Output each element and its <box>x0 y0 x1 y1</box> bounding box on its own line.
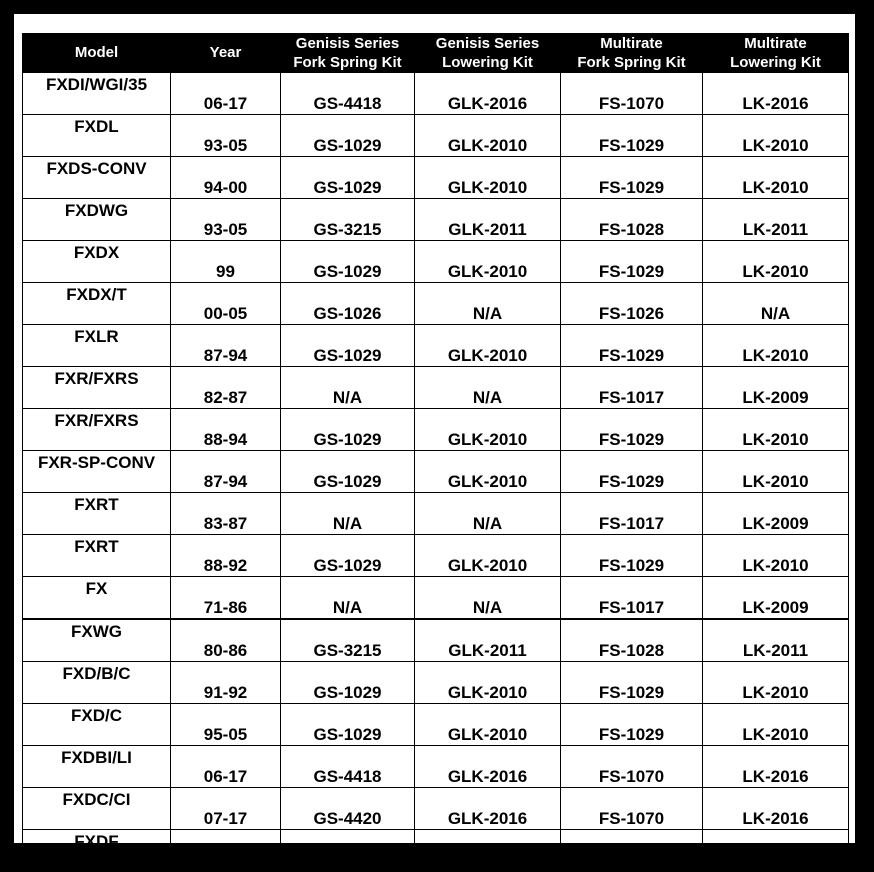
header-genisis-spring-line1: Genisis Series <box>295 34 400 52</box>
genisis-lowering-cell: GLK-2016 <box>415 788 561 830</box>
genisis-spring-cell: GS-4418 <box>281 73 415 115</box>
genisis-lowering-cell: GLK-2010 <box>415 115 561 157</box>
multirate-spring-cell: FS-1028 <box>561 199 703 241</box>
model-cell: FXDS-CONV <box>23 157 171 199</box>
multirate-spring-cell: FS-1070 <box>561 73 703 115</box>
multirate-lowering-cell: LK-2016 <box>703 830 849 872</box>
genisis-spring-cell: GS-1026 <box>281 283 415 325</box>
genisis-spring-cell: GS-1029 <box>281 704 415 746</box>
fitment-sheet <box>14 14 855 870</box>
model-cell: FXDF <box>23 830 171 872</box>
model-cell: FXWG <box>23 619 171 662</box>
multirate-spring-cell: FS-1017 <box>561 577 703 620</box>
genisis-spring-cell: GS-1029 <box>281 115 415 157</box>
genisis-lowering-cell: GLK-2010 <box>415 241 561 283</box>
multirate-lowering-cell: LK-2016 <box>703 788 849 830</box>
year-cell: 95-05 <box>171 704 281 746</box>
table-row <box>23 746 849 788</box>
genisis-spring-cell: N/A <box>281 493 415 535</box>
multirate-lowering-cell: LK-2010 <box>703 451 849 493</box>
year-cell: 88-92 <box>171 535 281 577</box>
multirate-spring-cell: FS-1029 <box>561 535 703 577</box>
table-row <box>23 830 849 872</box>
genisis-spring-cell: GS-3215 <box>281 619 415 662</box>
table-row <box>23 619 849 662</box>
model-cell: FXDL <box>23 115 171 157</box>
multirate-spring-cell: FS-1017 <box>561 367 703 409</box>
model-cell: FXRT <box>23 493 171 535</box>
year-cell: 06-17 <box>171 746 281 788</box>
genisis-lowering-cell: GLK-2011 <box>415 619 561 662</box>
genisis-lowering-cell: GLK-2016 <box>415 830 561 872</box>
genisis-lowering-cell: GLK-2011 <box>415 199 561 241</box>
genisis-lowering-cell: GLK-2010 <box>415 325 561 367</box>
genisis-spring-cell: GS-1029 <box>281 662 415 704</box>
model-cell: FXD/C <box>23 704 171 746</box>
year-cell: 91-92 <box>171 662 281 704</box>
model-cell: FXDX <box>23 241 171 283</box>
year-cell: 06-17 <box>171 73 281 115</box>
header-multirate-spring <box>561 33 703 73</box>
multirate-spring-cell: FS-1070 <box>561 788 703 830</box>
year-cell: 93-05 <box>171 115 281 157</box>
genisis-lowering-cell: GLK-2016 <box>415 73 561 115</box>
year-cell: 93-05 <box>171 199 281 241</box>
genisis-spring-cell: GS-1029 <box>281 157 415 199</box>
multirate-lowering-cell: LK-2010 <box>703 325 849 367</box>
multirate-spring-cell: FS-1026 <box>561 283 703 325</box>
genisis-lowering-cell: GLK-2010 <box>415 157 561 199</box>
header-genisis-spring <box>281 33 415 73</box>
multirate-lowering-cell: LK-2016 <box>703 746 849 788</box>
multirate-lowering-cell: LK-2009 <box>703 367 849 409</box>
year-cell: 71-86 <box>171 577 281 620</box>
multirate-lowering-cell: N/A <box>703 283 849 325</box>
genisis-lowering-cell: GLK-2010 <box>415 409 561 451</box>
table-row <box>23 704 849 746</box>
table-row <box>23 662 849 704</box>
header-multirate-lowering-line1: Multirate <box>744 34 807 52</box>
multirate-spring-cell: FS-1070 <box>561 830 703 872</box>
multirate-spring-cell: FS-1070 <box>561 746 703 788</box>
genisis-spring-cell: GS-1029 <box>281 325 415 367</box>
genisis-lowering-cell: N/A <box>415 283 561 325</box>
genisis-spring-cell: GS-1029 <box>281 409 415 451</box>
model-cell: FXDX/T <box>23 283 171 325</box>
multirate-spring-cell: FS-1029 <box>561 115 703 157</box>
multirate-spring-cell: FS-1029 <box>561 157 703 199</box>
year-cell: 87-94 <box>171 325 281 367</box>
table-row <box>23 451 849 493</box>
multirate-lowering-cell: LK-2010 <box>703 157 849 199</box>
multirate-lowering-cell: LK-2009 <box>703 493 849 535</box>
header-genisis-spring-line2: Fork Spring Kit <box>293 53 402 71</box>
multirate-lowering-cell: LK-2010 <box>703 704 849 746</box>
header-multirate-lowering <box>703 33 849 73</box>
fitment-table <box>22 33 849 872</box>
model-cell: FXDBI/LI <box>23 746 171 788</box>
header-genisis-lowering-line1: Genisis Series <box>435 34 540 52</box>
model-cell: FXD/B/C <box>23 662 171 704</box>
model-cell: FXR/FXRS <box>23 409 171 451</box>
header-multirate-spring-line2: Fork Spring Kit <box>577 53 686 71</box>
genisis-spring-cell: GS-1029 <box>281 241 415 283</box>
model-cell: FXRT <box>23 535 171 577</box>
model-cell: FXDI/WGI/35 <box>23 73 171 115</box>
genisis-spring-cell: GS-3215 <box>281 199 415 241</box>
model-cell: FXLR <box>23 325 171 367</box>
multirate-lowering-cell: LK-2009 <box>703 577 849 620</box>
multirate-spring-cell: FS-1029 <box>561 704 703 746</box>
genisis-spring-cell: GS-1029 <box>281 451 415 493</box>
genisis-spring-cell: N/A <box>281 367 415 409</box>
multirate-spring-cell: FS-1029 <box>561 451 703 493</box>
header-multirate-spring-line1: Multirate <box>600 34 663 52</box>
year-cell: 94-00 <box>171 157 281 199</box>
genisis-spring-cell: GS-1029 <box>281 535 415 577</box>
year-cell: 87-94 <box>171 451 281 493</box>
table-row <box>23 283 849 325</box>
genisis-spring-cell: GS-4418 <box>281 830 415 872</box>
multirate-lowering-cell: LK-2010 <box>703 241 849 283</box>
multirate-lowering-cell: LK-2010 <box>703 535 849 577</box>
genisis-lowering-cell: GLK-2010 <box>415 662 561 704</box>
genisis-lowering-cell: N/A <box>415 577 561 620</box>
table-row <box>23 493 849 535</box>
model-cell: FXR/FXRS <box>23 367 171 409</box>
year-cell: 80-86 <box>171 619 281 662</box>
header-genisis-lowering-line2: Lowering Kit <box>442 53 533 71</box>
genisis-lowering-cell: GLK-2010 <box>415 704 561 746</box>
genisis-spring-cell: GS-4418 <box>281 746 415 788</box>
model-cell: FXR-SP-CONV <box>23 451 171 493</box>
table-row <box>23 409 849 451</box>
model-cell: FXDC/CI <box>23 788 171 830</box>
multirate-lowering-cell: LK-2010 <box>703 662 849 704</box>
multirate-lowering-cell: LK-2010 <box>703 409 849 451</box>
genisis-spring-cell: GS-4420 <box>281 788 415 830</box>
year-cell: 08-17 <box>171 830 281 872</box>
multirate-spring-cell: FS-1017 <box>561 493 703 535</box>
multirate-lowering-cell: LK-2010 <box>703 115 849 157</box>
table-row <box>23 199 849 241</box>
model-cell: FXDWG <box>23 199 171 241</box>
table-row <box>23 241 849 283</box>
model-cell: FX <box>23 577 171 620</box>
table-row <box>23 325 849 367</box>
multirate-lowering-cell: LK-2011 <box>703 619 849 662</box>
table-row <box>23 115 849 157</box>
table-row <box>23 535 849 577</box>
genisis-lowering-cell: N/A <box>415 367 561 409</box>
genisis-lowering-cell: GLK-2010 <box>415 451 561 493</box>
header-genisis-lowering <box>415 33 561 73</box>
year-cell: 88-94 <box>171 409 281 451</box>
header-row <box>23 33 849 73</box>
table-row <box>23 577 849 620</box>
multirate-spring-cell: FS-1029 <box>561 241 703 283</box>
year-cell: 82-87 <box>171 367 281 409</box>
year-cell: 99 <box>171 241 281 283</box>
genisis-spring-cell: N/A <box>281 577 415 620</box>
multirate-spring-cell: FS-1029 <box>561 409 703 451</box>
table-row <box>23 73 849 115</box>
multirate-lowering-cell: LK-2016 <box>703 73 849 115</box>
year-cell: 83-87 <box>171 493 281 535</box>
header-multirate-lowering-line2: Lowering Kit <box>730 53 821 71</box>
multirate-spring-cell: FS-1029 <box>561 325 703 367</box>
table-row <box>23 788 849 830</box>
header-year: Year <box>171 33 281 73</box>
multirate-spring-cell: FS-1028 <box>561 619 703 662</box>
genisis-lowering-cell: GLK-2016 <box>415 746 561 788</box>
year-cell: 00-05 <box>171 283 281 325</box>
genisis-lowering-cell: GLK-2010 <box>415 535 561 577</box>
year-cell: 07-17 <box>171 788 281 830</box>
table-row <box>23 367 849 409</box>
table-row <box>23 157 849 199</box>
multirate-spring-cell: FS-1029 <box>561 662 703 704</box>
genisis-lowering-cell: N/A <box>415 493 561 535</box>
header-model: Model <box>23 33 171 73</box>
multirate-lowering-cell: LK-2011 <box>703 199 849 241</box>
